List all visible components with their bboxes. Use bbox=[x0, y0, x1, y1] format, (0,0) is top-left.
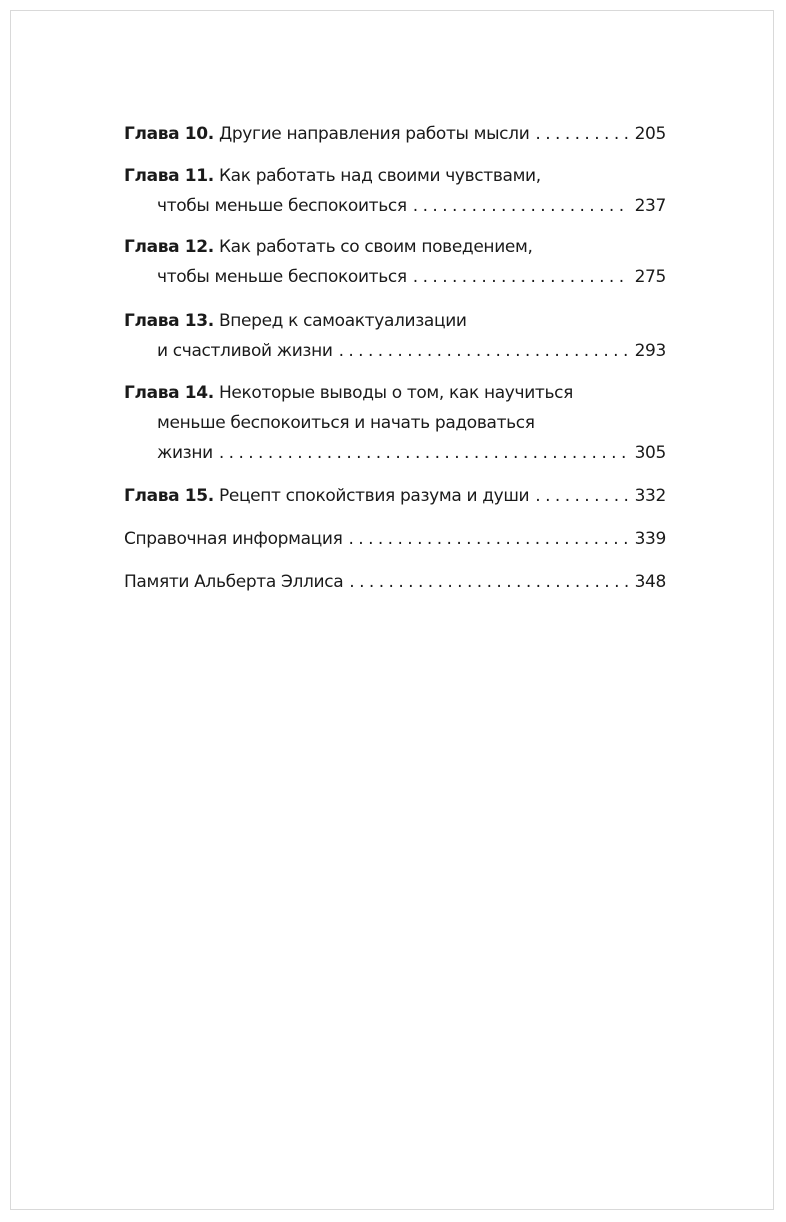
book-page bbox=[10, 10, 774, 1210]
dot-leader bbox=[339, 339, 629, 363]
dot-leader bbox=[535, 484, 628, 508]
chapter-title: Другие направления работы мысли bbox=[218, 124, 530, 144]
page-number: 339 bbox=[634, 529, 666, 549]
chapter-label: Глава 12. bbox=[124, 237, 214, 257]
chapter-label: Глава 13. bbox=[124, 311, 214, 331]
chapter-label: Глава 14. bbox=[124, 383, 214, 403]
chapter-label: Глава 11. bbox=[124, 166, 214, 186]
dot-leader bbox=[348, 527, 628, 551]
chapter-title-line: Некоторые выводы о том, как научиться bbox=[218, 383, 573, 403]
chapter-title-line: чтобы меньше беспокоиться bbox=[157, 267, 407, 287]
dot-leader bbox=[349, 570, 628, 594]
dot-leader bbox=[219, 441, 629, 465]
dot-leader bbox=[413, 265, 629, 289]
dot-leader bbox=[413, 194, 629, 218]
page-number: 332 bbox=[634, 486, 666, 506]
chapter-title-line: меньше беспокоиться и начать радоваться bbox=[157, 413, 535, 433]
chapter-title-line: Как работать со своим поведением, bbox=[218, 237, 533, 257]
chapter-title-line: жизни bbox=[157, 443, 213, 463]
page-number: 305 bbox=[634, 443, 666, 463]
page-number: 348 bbox=[634, 572, 666, 592]
section-title: Справочная информация bbox=[124, 529, 343, 549]
dot-leader bbox=[535, 122, 628, 146]
chapter-title-line: чтобы меньше беспокоиться bbox=[157, 196, 407, 216]
chapter-label: Глава 15. bbox=[124, 486, 214, 506]
chapter-title-line: и счастливой жизни bbox=[157, 341, 333, 361]
chapter-title-line: Вперед к самоактуализации bbox=[218, 311, 467, 331]
chapter-title-line: Как работать над своими чувствами, bbox=[218, 166, 541, 186]
chapter-label: Глава 10. bbox=[124, 124, 214, 144]
page-number: 293 bbox=[634, 341, 666, 361]
page-number: 237 bbox=[634, 196, 666, 216]
page-number: 275 bbox=[634, 267, 666, 287]
page-number: 205 bbox=[634, 124, 666, 144]
section-title: Памяти Альберта Эллиса bbox=[124, 572, 344, 592]
chapter-title: Рецепт спокойствия разума и души bbox=[218, 486, 530, 506]
